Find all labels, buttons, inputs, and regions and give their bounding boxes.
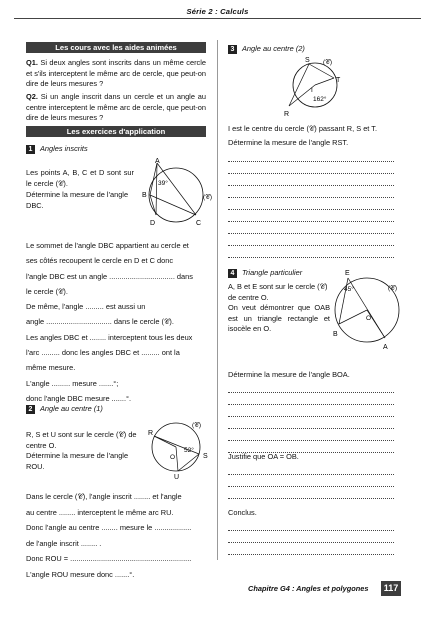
answer-line[interactable] xyxy=(228,162,394,174)
ex1-line: angle ................................ dans le cercle (𝒞). xyxy=(26,317,174,327)
exercise-1-figure xyxy=(138,155,218,235)
exercise-4-conclude: Conclus. xyxy=(228,508,257,517)
ex1-line: le cercle (𝒞). xyxy=(26,286,68,296)
answer-line[interactable] xyxy=(228,463,394,475)
exercices-title: Les exercices d'application xyxy=(26,126,206,137)
point-o-label: O xyxy=(170,454,176,461)
ex1-line: même mesure. xyxy=(26,363,76,373)
answer-line[interactable] xyxy=(228,429,394,441)
header-rule xyxy=(14,18,421,19)
answer-line[interactable] xyxy=(228,150,394,162)
exercise-3-number: 3 xyxy=(228,45,237,54)
answer-line[interactable] xyxy=(228,519,394,531)
segment-st xyxy=(309,64,334,78)
exercise-1-title: Angles inscrits xyxy=(40,144,88,153)
exercise-3-answer-lines xyxy=(228,150,394,258)
segment-ou xyxy=(176,447,178,471)
page-header xyxy=(0,6,435,17)
exercise-2-number: 2 xyxy=(26,405,35,414)
answer-line[interactable] xyxy=(228,222,394,234)
ex1-line: l'angle DBC est un angle ................................ dans xyxy=(26,271,193,281)
ex1-line: ses côtés recoupent le cercle en D et C donc xyxy=(26,256,174,266)
exercise-4-intro-1: A, B et E sont sur le cercle (𝒞) de centre O. xyxy=(228,282,328,302)
exercise-4-number: 4 xyxy=(228,269,237,278)
angle-162-label: 162° xyxy=(313,96,327,103)
answer-line[interactable] xyxy=(228,417,394,429)
exercise-3-task: Détermine la mesure de l'angle RST. xyxy=(228,138,349,147)
segment-su xyxy=(178,454,199,471)
ex1-line: Les angles DBC et ........ interceptent tous les deux xyxy=(26,332,193,342)
answer-line[interactable] xyxy=(228,174,394,186)
ex2-line: L'angle ROU mesure donc .......°. xyxy=(26,569,135,579)
answer-line[interactable] xyxy=(228,246,394,258)
exercise-4-answer-lines-3 xyxy=(228,519,394,555)
ex1-line: Le sommet de l'angle DBC appartient au cercle et xyxy=(26,241,189,250)
chapter-footer: Chapitre G4 : Angles et polygones xyxy=(248,584,369,593)
answer-line[interactable] xyxy=(228,234,394,246)
segment-ac xyxy=(157,163,196,215)
question-1-text: Si deux angles sont inscrits dans un même cercle et s'ils interceptent le même arc de cercle, que peut-on dire de leurs mesures ? xyxy=(26,58,206,89)
circle-c-label: (𝒞) xyxy=(323,59,333,66)
point-i-label: I xyxy=(311,87,313,94)
answer-line[interactable] xyxy=(228,198,394,210)
point-b-label: B xyxy=(142,192,147,199)
answer-line[interactable] xyxy=(228,531,394,543)
point-d-label: D xyxy=(150,220,156,227)
exercise-4-task: Détermine la mesure de l'angle BOA. xyxy=(228,370,350,379)
series-title: Série 2 : Calculs xyxy=(186,7,249,16)
point-s-label: S xyxy=(305,57,310,64)
circle-c-label: (𝒞) xyxy=(388,285,398,292)
circle-c-label: (𝒞) xyxy=(203,194,213,201)
point-e-label: E xyxy=(345,270,350,277)
answer-line[interactable] xyxy=(228,186,394,198)
exercise-2-text xyxy=(26,489,206,582)
exercise-4-heading xyxy=(228,268,302,279)
exercise-3-intro: I est le centre du cercle (𝒞) passant R, S et T. xyxy=(228,124,378,133)
answer-line[interactable] xyxy=(228,405,394,417)
answer-line[interactable] xyxy=(228,487,394,499)
exercise-1-intro: Les points A, B, C et D sont sur le cercle (𝒞). xyxy=(26,168,134,188)
exercise-4-answer-lines-2 xyxy=(228,463,394,499)
exercise-1-text xyxy=(26,238,206,406)
answer-line[interactable] xyxy=(228,543,394,555)
answer-line[interactable] xyxy=(228,393,394,405)
segment-it xyxy=(315,78,334,85)
point-r-label: R xyxy=(148,430,154,437)
exercise-2-heading xyxy=(26,404,103,415)
exercise-2-task: Détermine la mesure de l'angle ROU. xyxy=(26,451,129,471)
segment-ab xyxy=(150,163,157,195)
page-number: 117 xyxy=(381,581,401,596)
answer-line[interactable] xyxy=(228,381,394,393)
point-s-label: S xyxy=(203,453,208,460)
question-1-label: Q1. xyxy=(26,58,38,67)
question-1 xyxy=(26,58,206,90)
segment-ad xyxy=(156,163,157,215)
point-b-label: B xyxy=(333,331,338,338)
ex1-line: l'arc ......... donc les angles DBC et ......... ont la xyxy=(26,348,180,358)
point-t-label: T xyxy=(336,77,341,84)
ex1-line: L'angle ......... mesure .......°; xyxy=(26,378,119,388)
exercise-3-figure xyxy=(275,55,355,120)
angle-52-label: 52° xyxy=(184,447,194,454)
exercise-4-intro-2: On veut démontrer que OAB est un triangle rectangle et isocèle en O. xyxy=(228,303,330,334)
circle-c-label: (𝒞) xyxy=(192,422,202,429)
exercise-1-task: Détermine la mesure de l'angle DBC. xyxy=(26,190,129,210)
answer-line[interactable] xyxy=(228,210,394,222)
segment-bc xyxy=(150,195,196,215)
angle-39-label: 39° xyxy=(158,180,168,187)
ex2-line: Donc ROU = ........................................................... xyxy=(26,554,192,563)
exercise-3-title: Angle au centre (2) xyxy=(242,44,305,53)
ex2-line: au centre ........ interceptent le même arc RU. xyxy=(26,507,174,517)
point-a-label: A xyxy=(155,158,160,165)
segment-bo xyxy=(339,310,367,324)
answer-line[interactable] xyxy=(228,475,394,487)
exercise-4-answer-lines-1 xyxy=(228,381,394,453)
column-divider xyxy=(217,40,218,560)
exercise-4-title: Triangle particulier xyxy=(242,268,303,277)
point-u-label: U xyxy=(174,474,180,480)
question-2 xyxy=(26,92,206,124)
exercise-2-intro: R, S et U sont sur le cercle (𝒞) de centre O. xyxy=(26,430,137,450)
ex2-line: Donc l'angle au centre ........ mesure le .................. xyxy=(26,523,192,532)
ex1-line: De même, l'angle ......... est aussi un xyxy=(26,302,146,312)
ex2-line: Dans le cercle (𝒞), l'angle inscrit ........ et l'angle xyxy=(26,492,182,501)
exercise-2-title: Angle au centre (1) xyxy=(40,404,103,413)
angle-45-label: 45° xyxy=(344,286,354,293)
question-2-text: Si un angle inscrit dans un cercle et un angle au centre interceptent le même arc de cercle, que peut-on dire de leurs mesures ? xyxy=(26,92,206,123)
point-r-label: R xyxy=(284,111,290,118)
exercise-4-figure xyxy=(327,260,407,360)
point-o-label: O xyxy=(366,315,372,322)
exercise-1-number: 1 xyxy=(26,145,35,154)
point-a-label: A xyxy=(383,344,388,351)
exercise-1-heading xyxy=(26,144,88,155)
ex2-line: de l'angle inscrit ........ . xyxy=(26,538,102,548)
exercise-4-justify: Justifie que OA = OB. xyxy=(228,452,299,461)
exercise-3-heading xyxy=(228,44,305,55)
point-c-label: C xyxy=(196,220,202,227)
segment-eb xyxy=(339,278,348,324)
question-2-label: Q2. xyxy=(26,92,38,101)
cours-title: Les cours avec les aides animées xyxy=(26,42,206,53)
ex1-line: donc l'angle DBC mesure .......°. xyxy=(26,393,132,403)
exercise-2-figure xyxy=(140,418,210,480)
